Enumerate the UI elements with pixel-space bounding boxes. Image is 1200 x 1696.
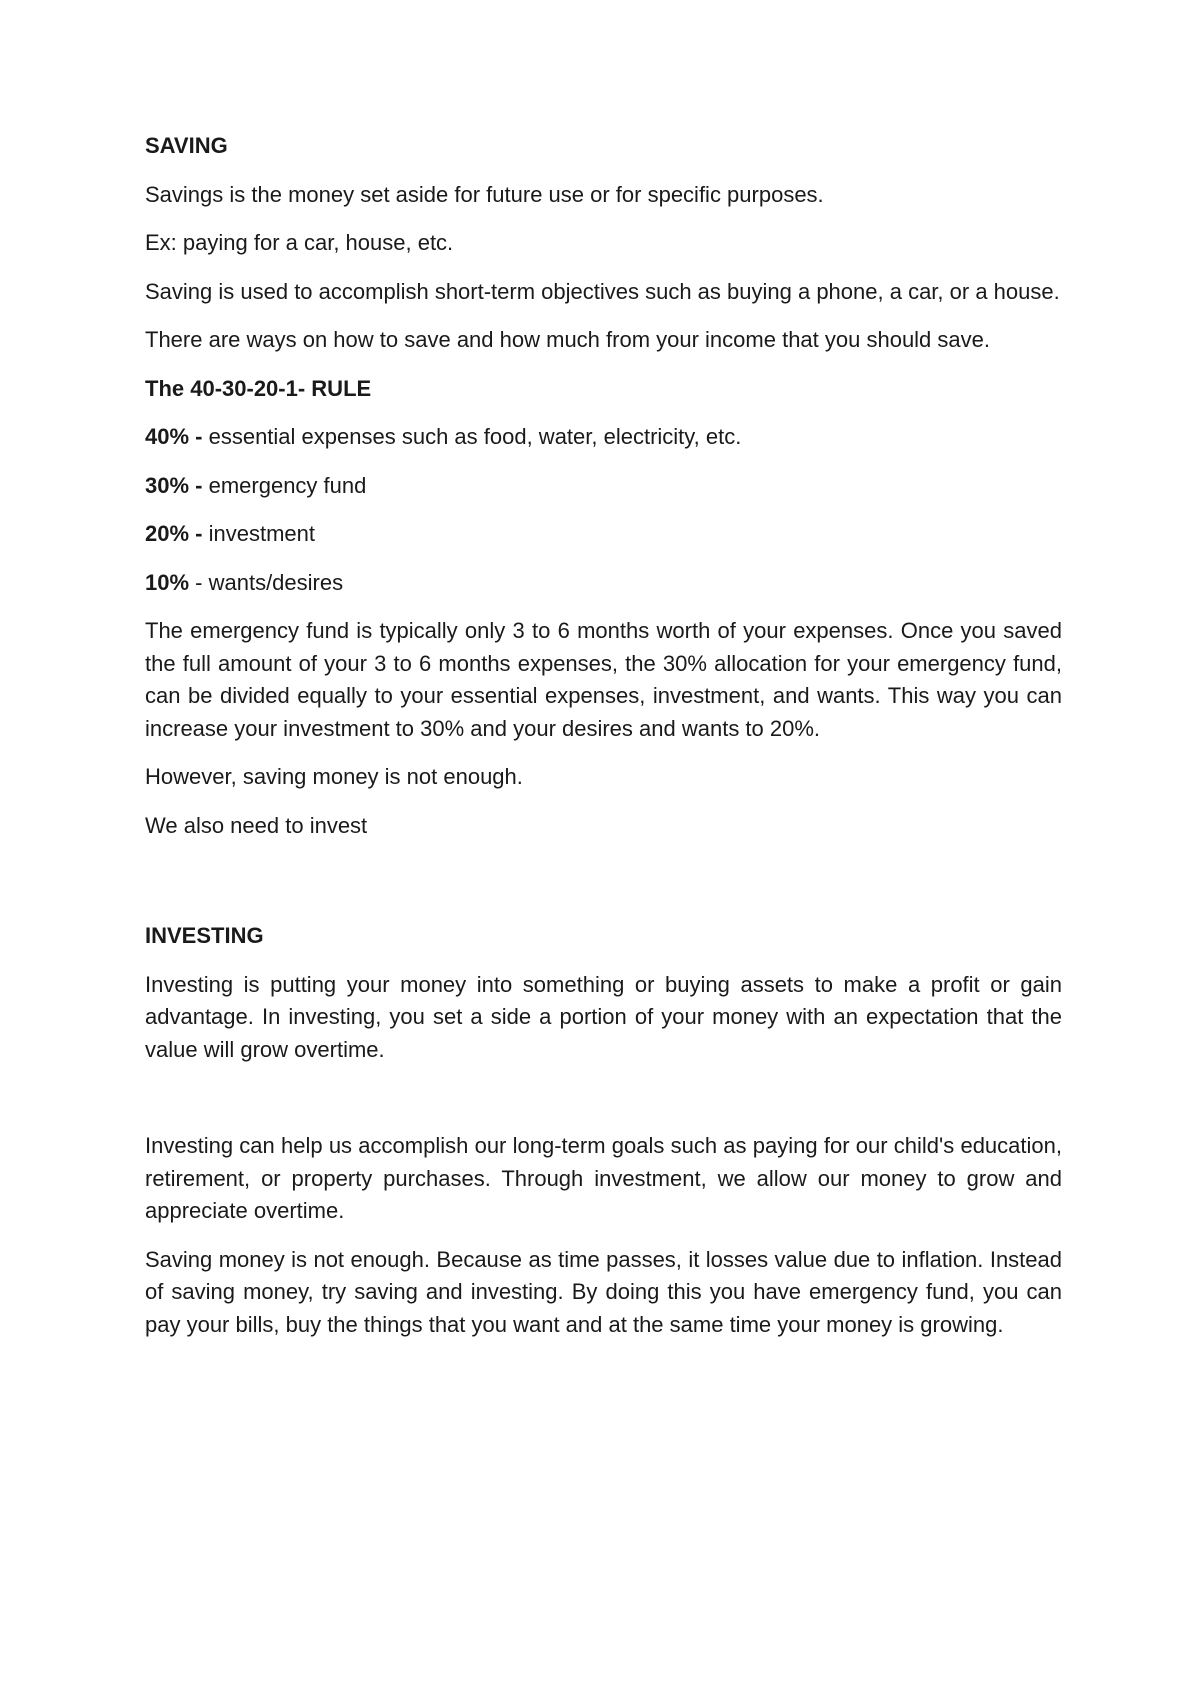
rule-text: emergency fund xyxy=(202,472,367,498)
saving-not-enough: However, saving money is not enough. xyxy=(145,764,523,789)
emergency-fund-paragraph: The emergency fund is typically only 3 to 6 months worth of your expenses. Once you saved the full amount of your 3 to 6 months expenses, the 30% allocation for your emergency fund, can be divided equally to your essential expenses, investment, and wants. This way you can increase your investment to 30% and your desires and wants to 20%. xyxy=(145,618,1062,741)
saving-objectives: Saving is used to accomplish short-term objectives such as buying a phone, a car, or a house. xyxy=(145,278,1060,304)
saving-heading: SAVING xyxy=(145,133,228,158)
investing-heading: INVESTING xyxy=(145,923,264,948)
rule-item xyxy=(145,470,1062,503)
rule-title: The 40-30-20-1- RULE xyxy=(145,375,372,401)
saving-ways: There are ways on how to save and how much from your income that you should save. xyxy=(145,327,990,352)
paragraph-spacer xyxy=(145,1082,1062,1130)
rule-percent: 40% - xyxy=(145,424,203,449)
saving-definition: Savings is the money set aside for future use or for specific purposes. xyxy=(145,181,824,207)
rule-item xyxy=(145,518,1062,551)
also-invest: We also need to invest xyxy=(145,812,368,838)
rule-text: investment xyxy=(202,521,315,546)
saving-example: Ex: paying for a car, house, etc. xyxy=(145,230,454,255)
rule-item xyxy=(145,421,1062,454)
investing-conclusion: Saving money is not enough. Because as time passes, it losses value due to inflation. Instead of saving money, try saving and investing. By doing this you have emergency fund, you can pay your bills, buy the things that you want and at the same time your money is growing. xyxy=(145,1246,1062,1337)
rule-item xyxy=(145,567,1062,600)
investing-definition: Investing is putting your money into something or buying assets to make a profit or gain advantage. In investing, you set a side a portion of your money with an expectation that the value will grow overtime. xyxy=(145,971,1062,1062)
section-spacer xyxy=(145,858,1062,904)
document-page xyxy=(145,130,1062,1357)
rule-percent: 20% - xyxy=(145,521,203,546)
investing-goals: Investing can help us accomplish our long-term goals such as paying for our child's education, retirement, or property purchases. Through investment, we allow our money to grow and appreciate overtime. xyxy=(145,1133,1062,1223)
rule-text: essential expenses such as food, water, electricity, etc. xyxy=(202,424,742,449)
rule-percent: 10% xyxy=(145,569,190,595)
rule-text: - wants/desires xyxy=(189,569,344,595)
rule-percent: 30% - xyxy=(145,472,203,498)
